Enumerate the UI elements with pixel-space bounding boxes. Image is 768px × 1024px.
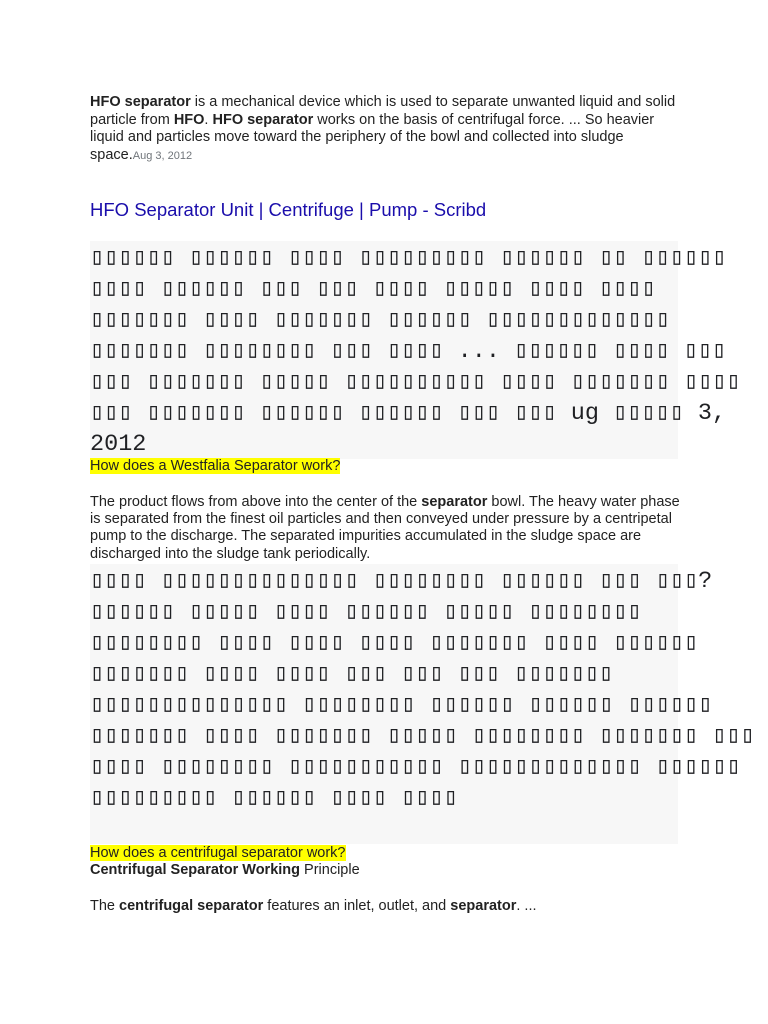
principle-line: [90, 862, 360, 879]
snippet-date: Aug 3, 2012: [132, 149, 193, 162]
features-text: features an inlet, outlet, and: [263, 898, 451, 914]
question-highlight[interactable]: How does a centrifugal separator work?: [90, 845, 346, 861]
garbled-line: ▯▯▯▯ ▯▯▯▯▯▯▯▯ ▯▯▯▯▯▯▯▯▯▯▯ ▯▯▯▯▯▯▯▯▯▯▯▯▯ ▯▯▯▯▯▯: [90, 754, 741, 781]
garbled-line: ▯▯▯ ▯▯▯▯▯▯▯ ▯▯▯▯▯▯ ▯▯▯▯▯▯ ▯▯▯ ▯▯▯ ug ▯▯▯▯▯ 3,: [90, 400, 727, 427]
question-highlight[interactable]: How does a Westfalia Separator work?: [90, 458, 341, 474]
snippet-term: HFO separator: [90, 94, 191, 110]
garbled-line: ▯▯▯▯▯▯▯ ▯▯▯▯ ▯▯▯▯ ▯▯▯ ▯▯▯ ▯▯▯ ▯▯▯▯▯▯▯: [90, 661, 614, 688]
features-line: [90, 898, 537, 915]
principle-text: Principle: [300, 862, 360, 878]
garbled-line: ▯▯▯▯▯▯▯▯ ▯▯▯▯ ▯▯▯▯ ▯▯▯▯ ▯▯▯▯▯▯▯ ▯▯▯▯ ▯▯▯▯▯▯: [90, 630, 699, 657]
features-term: separator: [450, 898, 517, 914]
snippet-term: HFO separator: [212, 111, 314, 128]
garbled-line: ▯▯▯▯▯▯▯▯▯▯▯▯▯▯ ▯▯▯▯▯▯▯▯ ▯▯▯▯▯▯ ▯▯▯▯▯▯ ▯▯▯▯▯▯: [90, 692, 713, 719]
answer-snippet: [90, 94, 680, 165]
features-text: The: [90, 898, 120, 914]
features-term: centrifugal separator: [119, 898, 264, 914]
garbled-line: ▯▯▯▯▯▯ ▯▯▯▯▯ ▯▯▯▯ ▯▯▯▯▯▯ ▯▯▯▯▯ ▯▯▯▯▯▯▯▯: [90, 599, 642, 626]
garbled-line: ▯▯▯▯ ▯▯▯▯▯▯ ▯▯▯ ▯▯▯ ▯▯▯▯ ▯▯▯▯▯ ▯▯▯▯ ▯▯▯▯: [90, 276, 656, 303]
result-title-link[interactable]: HFO Separator Unit | Centrifuge | Pump - Scribd: [90, 199, 487, 220]
question-heading[interactable]: [90, 845, 346, 862]
garbled-text-block: [90, 243, 741, 460]
question-heading[interactable]: [90, 458, 340, 475]
garbled-line: ▯▯▯▯▯▯ ▯▯▯▯▯▯ ▯▯▯▯ ▯▯▯▯▯▯▯▯▯ ▯▯▯▯▯▯ ▯▯ ▯▯▯▯▯▯: [90, 245, 727, 272]
answer-paragraph: [90, 494, 690, 563]
answer-text: bowl. The heavy water phase is separated from the finest oil particles and then conveyed under pressure by a centripetal pump to the discharge. The separated impurities accumulated in the sludge space are discharged into the sludge tank periodically.: [90, 494, 680, 562]
garbled-line: ▯▯▯▯▯▯▯▯▯ ▯▯▯▯▯▯ ▯▯▯▯ ▯▯▯▯: [90, 785, 458, 812]
garbled-text-block: [90, 566, 755, 814]
snippet-text: works on the basis of centrifugal force. ... So heavier liquid and particles move toward the periphery of the bowl and collected into sludge space.: [90, 111, 655, 163]
snippet-text: is a mechanical device which is used to separate unwanted liquid and solid particle from: [90, 94, 676, 128]
answer-text: The product flows from above into the center of the: [90, 494, 422, 510]
answer-term: separator: [421, 494, 488, 510]
garbled-line: ▯▯▯▯ ▯▯▯▯▯▯▯▯▯▯▯▯▯▯ ▯▯▯▯▯▯▯▯ ▯▯▯▯▯▯ ▯▯▯ ▯▯▯?: [90, 568, 713, 595]
garbled-line: ▯▯▯▯▯▯▯ ▯▯▯▯ ▯▯▯▯▯▯▯ ▯▯▯▯▯▯ ▯▯▯▯▯▯▯▯▯▯▯▯▯: [90, 307, 670, 334]
principle-term: Centrifugal Separator Working: [90, 862, 301, 878]
garbled-line: ▯▯▯▯▯▯▯ ▯▯▯▯▯▯▯▯ ▯▯▯ ▯▯▯▯ ... ▯▯▯▯▯▯ ▯▯▯▯ ▯▯▯: [90, 338, 727, 365]
snippet-term: HFO: [173, 111, 205, 128]
garbled-line: ▯▯▯▯▯▯▯ ▯▯▯▯ ▯▯▯▯▯▯▯ ▯▯▯▯▯ ▯▯▯▯▯▯▯▯ ▯▯▯▯▯▯▯ ▯▯▯: [90, 723, 755, 750]
garbled-line: ▯▯▯ ▯▯▯▯▯▯▯ ▯▯▯▯▯ ▯▯▯▯▯▯▯▯▯▯ ▯▯▯▯ ▯▯▯▯▯▯▯ ▯▯▯▯: [90, 369, 741, 396]
garbled-line: 2012: [90, 431, 147, 458]
snippet-text: .: [204, 111, 213, 128]
features-text: . ...: [516, 898, 537, 914]
